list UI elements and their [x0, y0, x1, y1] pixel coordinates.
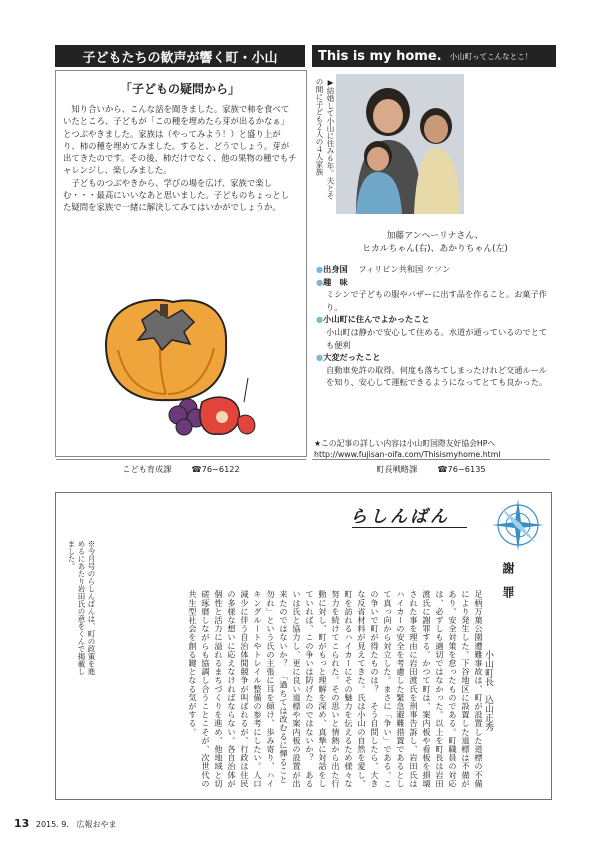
bullet-icon: ● — [316, 314, 324, 325]
left-paragraph-2: 子どものつぶやきから、学びの場を広げ、家族で楽しむ・・・最高にいいなあと思いました。子どものちょっとした疑問を家族で一緒に解決してみてはいかがでしょうか。 — [63, 177, 290, 213]
column-title-underline — [352, 527, 467, 528]
profile-key: 大変だったこと — [323, 352, 381, 363]
left-header-text: 子どもたちの歓声が響く町・小山 — [82, 50, 278, 66]
right-department-contact — [312, 459, 550, 478]
left-department-phone: ☎76−6122 — [191, 464, 240, 474]
compass-icon — [490, 497, 546, 553]
right-department-name: 町長戦略課 — [376, 463, 418, 474]
profile-value: 小山町は静かで安心して住める。水道が通っているのでとても便利 — [326, 326, 548, 350]
left-department-contact — [56, 459, 306, 478]
photo-caption: ▶結婚して小山に住み６年。夫とその間に子ども２人の４人家族 — [315, 78, 335, 200]
photo-subject-names — [320, 230, 550, 256]
right-header-subtitle: 小山町ってこんなとこ！ — [449, 51, 533, 61]
rashinban-article-body: 足柄万葉公園遭難事故は、町が設置した道標の不備により発生した。下谷地区に設置した道標は不備があり、安全対策を怠ったものである。町職員の対応は、必ずしも適切ではなかった。以上を町長は岩田渡氏に謝罪する。かつて町は、案内板や看板を損壊された事を理由に岩田渡氏を刑事告訴し、岩田氏はハイカーの安全を考慮した緊急避難措置であるとして真っ向から対立した。まさに「争い」である。この争いで町が得たものは？ そう自問したら、大きな反省材料が見えてきた。氏は小山の自然を愛し、町を訪れるハイカーにその魅力を伝えるため様々な努力を続けてこられた。その思いと情熱から出た行動に対し、町がもっと理解を深め、真摯に対話をしていれば、この争いは防げたのではないか？ あるいは氏と協力し、更に良い道標や案内板の設置が出来たのではないか？ 「過ちては改むるに憚ること勿れ」という氏の主張に耳を傾け、歩み寄り、ハイキングルートやトレイル整備の参考にしたい。人口減少に伴う自治体間競争が叫ばれるが、行政は住民の多様な想いに応えなければならない。各自治体が個性と活力に溢れるまちづくりを進め、他地域と切磋琢磨しながらも協調し合うことこそが、次世代の共生型社会を創る鍵となる気がする。 — [188, 590, 484, 788]
profile-key: 出身国 — [323, 264, 348, 274]
profile-key: 小山町に住んでよかったこと — [323, 314, 430, 325]
publication-name: 広報おやま — [76, 820, 117, 829]
profile-key: 趣 味 — [323, 276, 348, 287]
family-photo — [336, 74, 464, 214]
page-footer — [14, 817, 116, 830]
right-section-header — [312, 45, 556, 67]
profile-item — [316, 263, 552, 276]
website-reference-text: ★この記事の詳しい内容は小山町国際友好協会HPへ — [314, 439, 496, 448]
article-author: 小山町長 込山正秀 — [483, 650, 493, 731]
profile-value: ミシンで子どもの服やバザーに出す品を作ること。お菓子作り。 — [326, 289, 547, 312]
profile-item — [316, 276, 552, 314]
apology-title: 謝 罪 — [501, 562, 515, 598]
left-article-title: 「子どもの疑問から」 — [119, 82, 240, 96]
website-url[interactable]: http://www.fujisan-oifa.com/Thisismyhome.html — [314, 450, 501, 459]
profile-item — [316, 313, 552, 351]
page-number: 13 — [14, 817, 30, 830]
issue-date: 2015. 9. — [35, 820, 69, 829]
profile-value: 自動車免許の取得。何度も落ちてしまったけれど交通ルールを知り、安心して運転できるようになってとても良かった。 — [326, 364, 548, 388]
left-section-header — [55, 45, 305, 67]
left-paragraph-1: 知り合いから、こんな話を聞きました。家族で柿を食べていたところ、子どもが「この種を埋めたら芽が出るかなぁ」とつぶやきました。家族は（やってみよう！）と盛り上がり、柿の種を埋めてみました。すると、どうでしょう。芽が出てきたのです。その後、柿だけでなく、他の果物の種でもチャレンジし、楽しみました。 — [63, 104, 297, 176]
bullet-icon: ● — [316, 276, 324, 287]
column-title: らしんばん — [350, 507, 450, 527]
left-department-name: こども育成課 — [122, 463, 172, 474]
right-header-text: This is my home. — [318, 48, 442, 64]
editorial-note: ※今月号のらしんばんは、町の政策を進めるにあたり岩田氏の意をくんで掲載しました。 — [67, 540, 96, 675]
left-article-body — [63, 103, 297, 214]
bullet-icon: ● — [316, 352, 324, 363]
bullet-icon: ● — [316, 264, 324, 274]
subject-name-children: ヒカルちゃん(右)、あかりちゃん(左) — [362, 244, 508, 254]
profile-value: フィリピン共和国 ケソン — [358, 264, 451, 274]
family-photo-illustration — [336, 74, 464, 214]
persimmon-fruit-illustration — [98, 290, 263, 440]
right-department-phone: ☎76−6135 — [437, 464, 486, 474]
profile-item — [316, 351, 552, 389]
profile-list — [316, 263, 552, 389]
website-reference — [314, 438, 552, 460]
subject-name-mother: 加藤アンヘーリナさん、 — [386, 231, 484, 241]
